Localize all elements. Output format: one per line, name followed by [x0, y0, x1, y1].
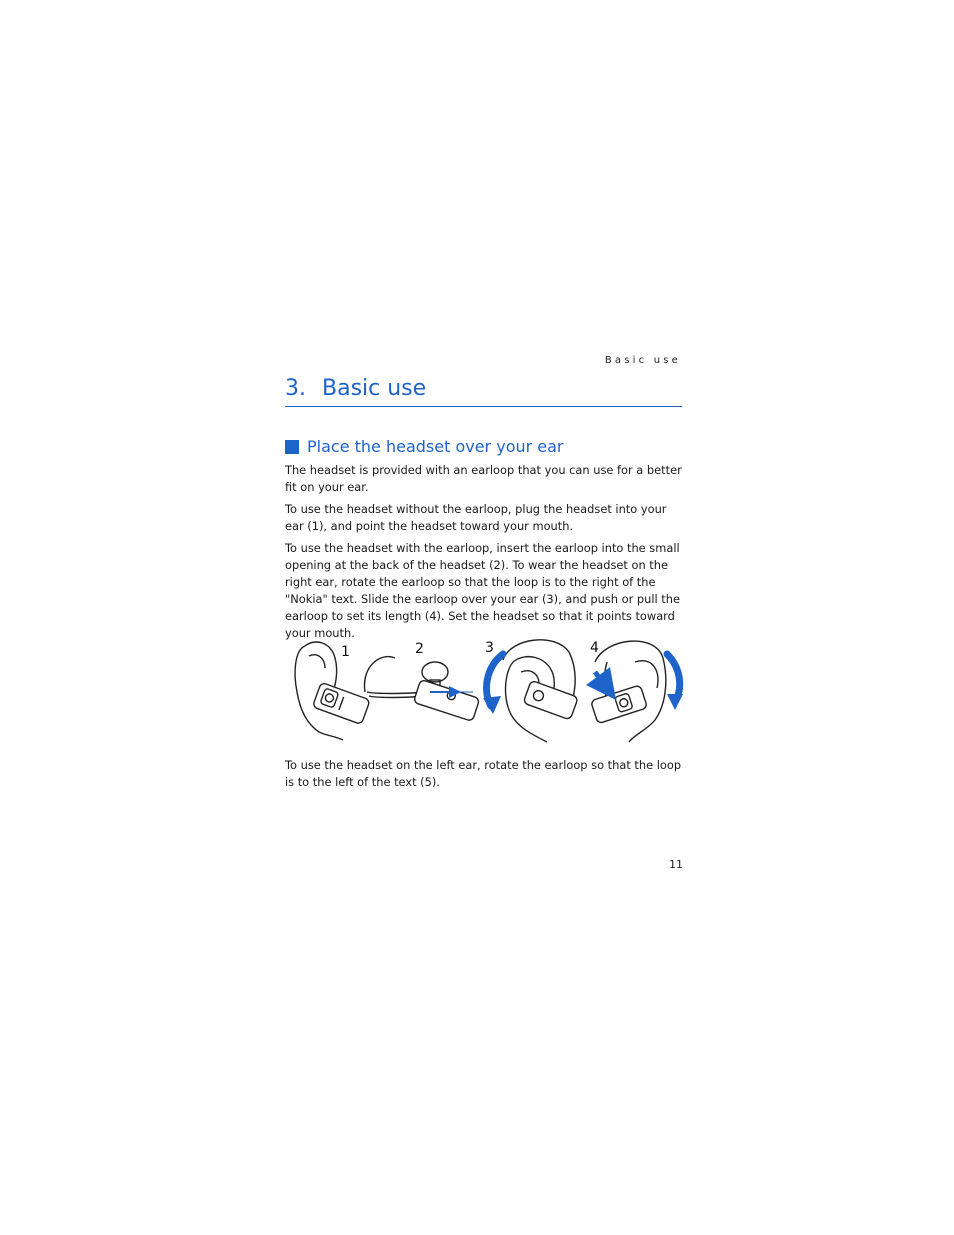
page-number: 11: [669, 858, 683, 871]
paragraph-without-earloop: To use the headset without the earloop, plug the headset into your ear (1), and point the headset toward your mouth.: [285, 502, 667, 533]
paragraph-intro: The headset is provided with an earloop that you can use for a better fit on your ear.: [285, 463, 682, 494]
figure-label-2: 2: [415, 641, 424, 657]
figure-label-4: 4: [590, 640, 599, 656]
section-title: [285, 437, 564, 456]
step-2-earloop-insert-icon: [364, 657, 479, 722]
chapter-title: [285, 376, 682, 407]
chapter-title-text: Basic use: [322, 376, 427, 401]
paragraph-with-earloop: To use the headset with the earloop, insert the earloop into the small opening at the back of the headset (2). To wear the headset on the right ear, rotate the earloop so that the loop is to the right of the "Nokia" text. Slide the earloop over your ear (3), and push or pull the earloop to set its length (4). Set the headset so that it points toward your mouth.: [285, 541, 680, 640]
section-title-text: Place the headset over your ear: [307, 437, 564, 456]
step-3-earloop-over-ear-icon: [483, 640, 578, 742]
step-1-ear-headset-icon: [295, 642, 370, 740]
section-bullet-icon: [285, 440, 299, 454]
step-4-adjust-length-icon: [591, 641, 683, 742]
running-header: Basic use: [604, 355, 681, 366]
chapter-number: 3.: [285, 376, 306, 401]
figure-label-3: 3: [485, 640, 494, 656]
figure-label-1: 1: [341, 644, 350, 660]
paragraph-left-ear: To use the headset on the left ear, rotate the earloop so that the loop is to the left of the text (5).: [285, 758, 682, 789]
headset-illustration: [285, 632, 685, 748]
